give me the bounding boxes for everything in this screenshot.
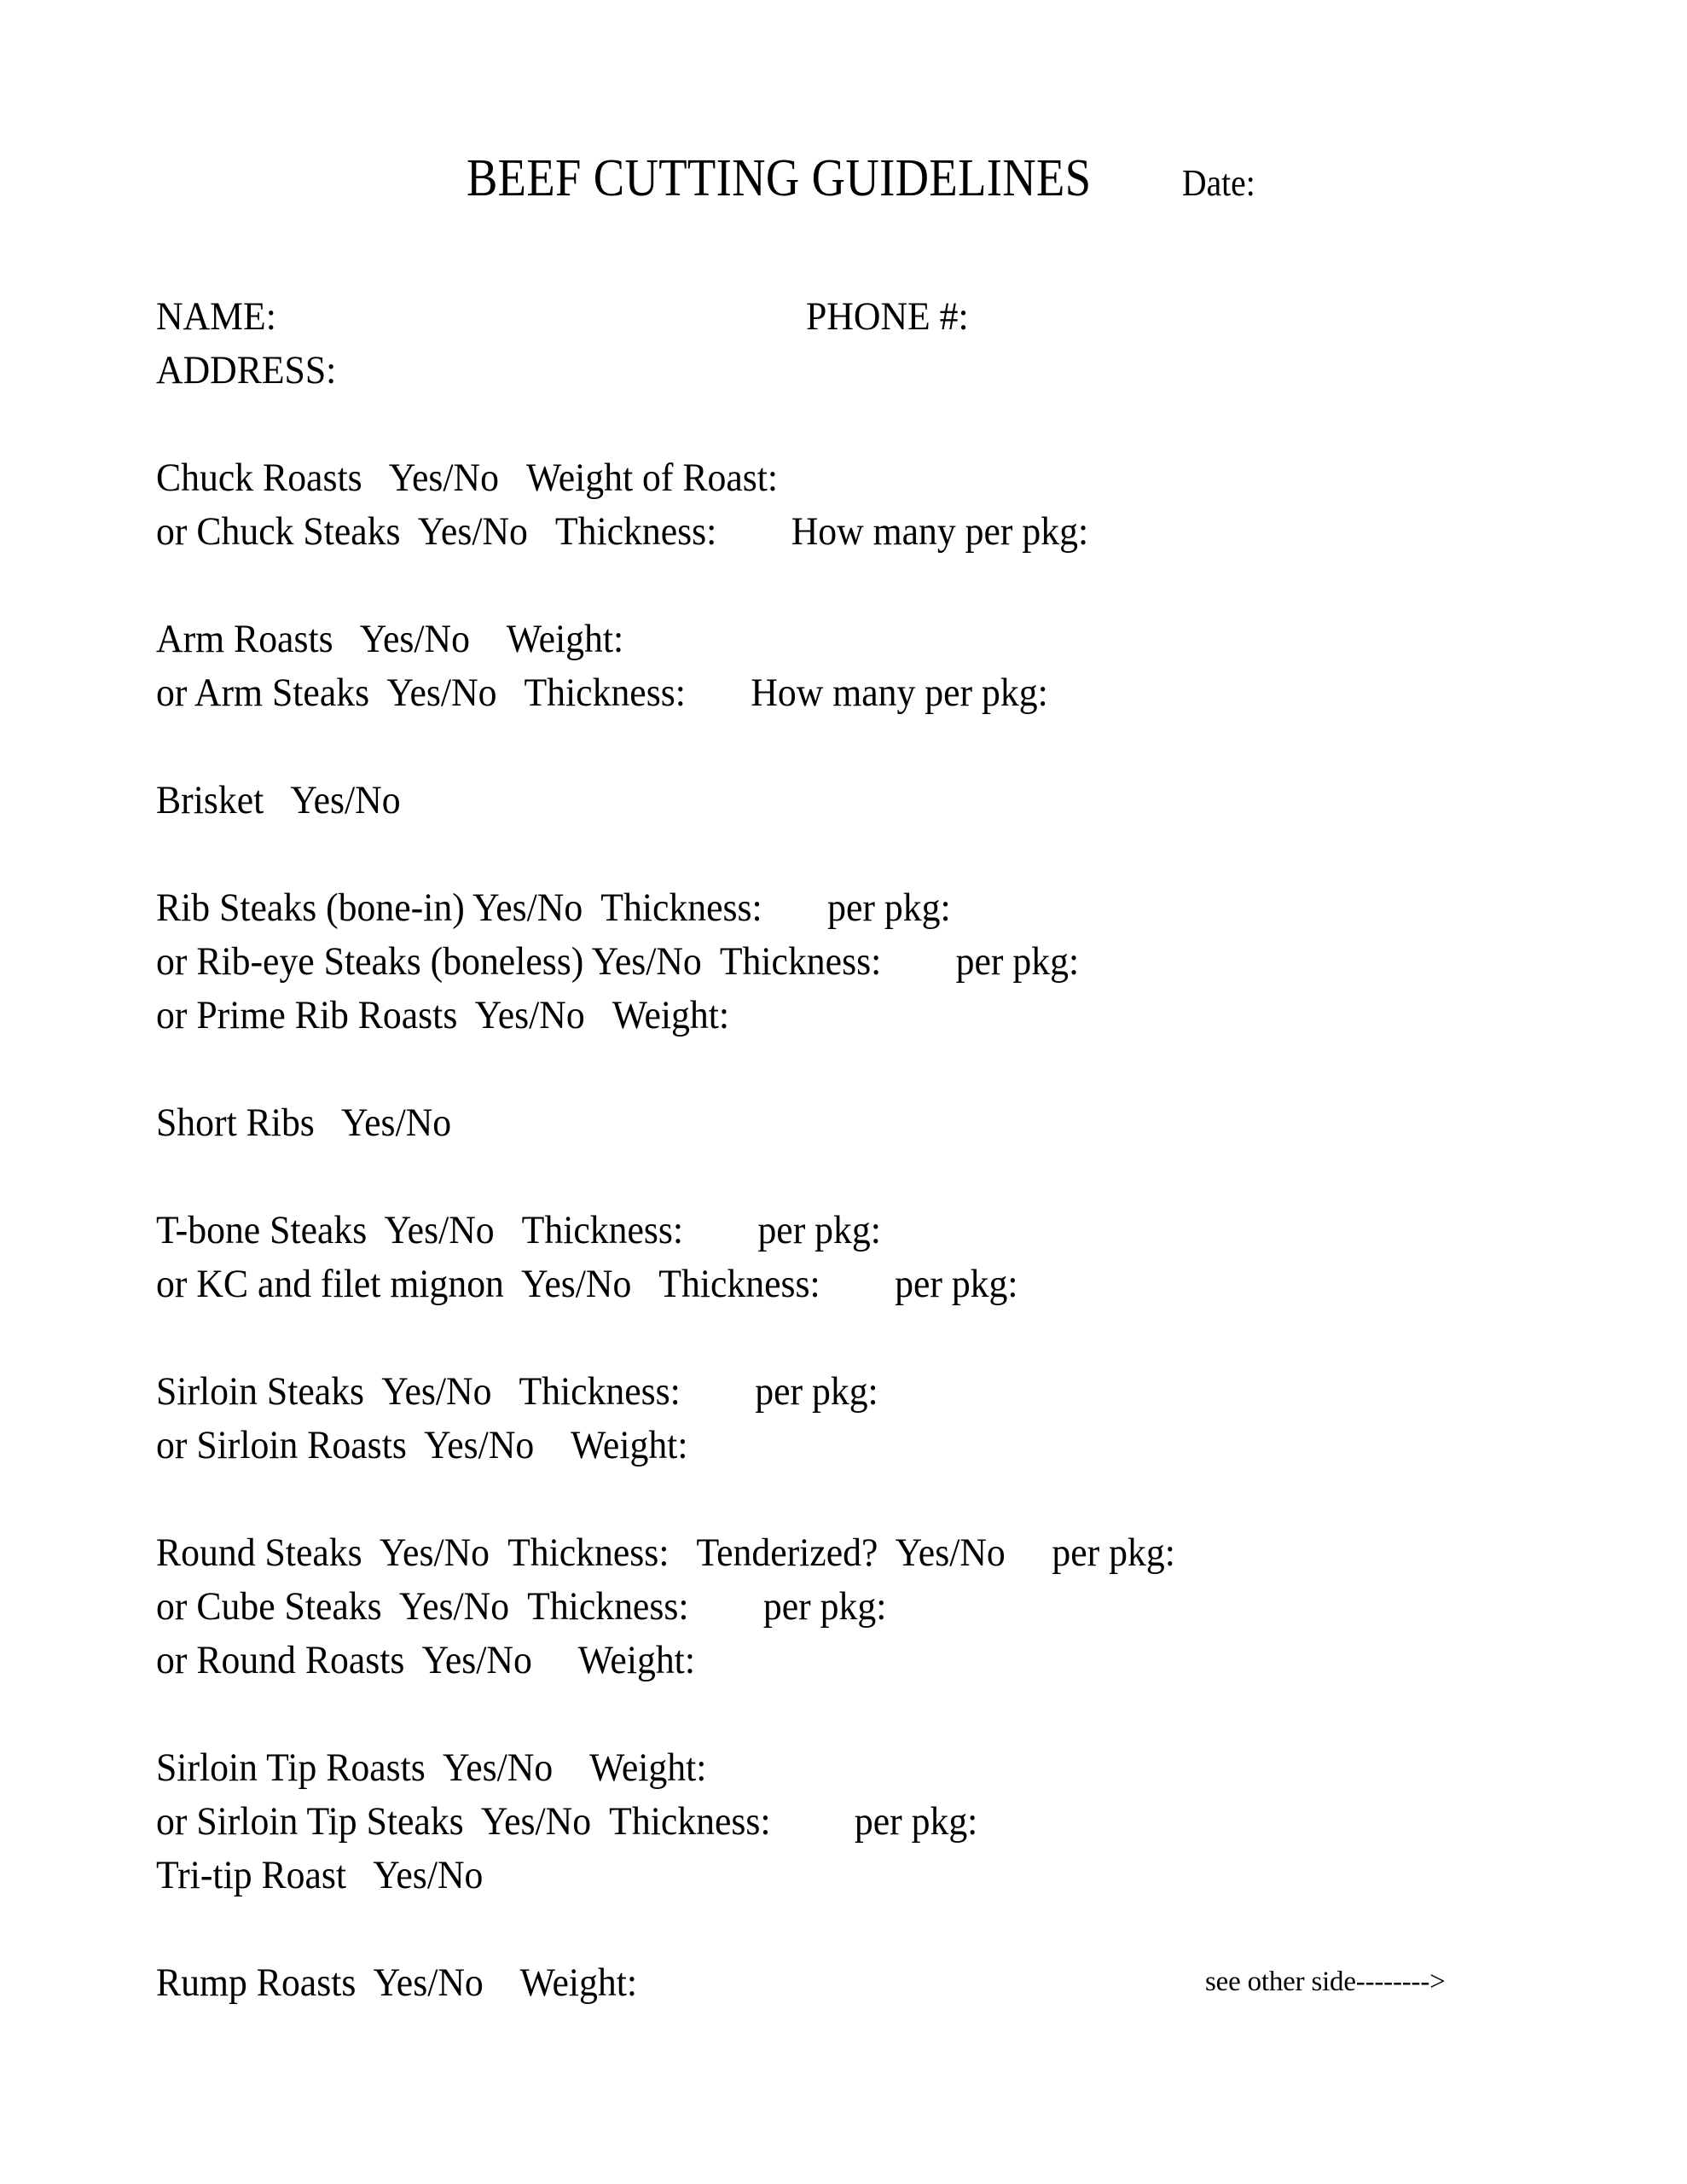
form-line-arm-steaks[interactable]: or Arm Steaks Yes/No Thickness: How many per pkg:	[156, 671, 1048, 715]
form-line-round-roasts[interactable]: or Round Roasts Yes/No Weight:	[156, 1638, 695, 1682]
group-spacer	[156, 398, 1623, 451]
form-line-cube-steaks[interactable]: or Cube Steaks Yes/No Thickness: per pkg:	[156, 1584, 887, 1629]
form-line-chuck-steaks[interactable]: or Chuck Steaks Yes/No Thickness: How many per pkg:	[156, 509, 1089, 554]
see-other-side-note: see other side-------->	[1205, 1966, 1446, 1997]
form-line-sirloin-roasts[interactable]: or Sirloin Roasts Yes/No Weight:	[156, 1423, 688, 1467]
form-line-tri-tip-roast[interactable]: Tri-tip Roast Yes/No	[156, 1853, 484, 1897]
group-spacer	[156, 1902, 1623, 1956]
contact-row-name-phone	[156, 290, 1623, 344]
form-line-rib-steaks[interactable]: Rib Steaks (bone-in) Yes/No Thickness: per pkg:	[156, 886, 951, 930]
page-title: BEEF CUTTING GUIDELINES	[467, 149, 1092, 207]
group-spacer	[156, 1311, 1623, 1365]
group-spacer	[156, 720, 1623, 774]
group-spacer	[156, 1472, 1623, 1526]
phone-field-label[interactable]: PHONE #:	[806, 294, 969, 339]
address-field-label[interactable]: ADDRESS:	[156, 348, 337, 392]
form-line-sirloin-steaks[interactable]: Sirloin Steaks Yes/No Thickness: per pkg:	[156, 1369, 878, 1414]
form-line-rump-roasts-row	[156, 1956, 1623, 2010]
group-spacer	[156, 1043, 1623, 1096]
group-spacer	[156, 1687, 1623, 1741]
form-line-arm-roasts[interactable]: Arm Roasts Yes/No Weight:	[156, 617, 624, 661]
form-line-kc-filet-mignon[interactable]: or KC and filet mignon Yes/No Thickness: per pkg:	[156, 1262, 1018, 1306]
form-line-rump-roasts[interactable]: Rump Roasts Yes/No Weight:	[156, 1960, 637, 2005]
form-line-chuck-roasts[interactable]: Chuck Roasts Yes/No Weight of Roast:	[156, 456, 779, 500]
form-line-round-steaks[interactable]: Round Steaks Yes/No Thickness: Tenderized? Yes/No per pkg:	[156, 1531, 1175, 1575]
form-line-sirloin-tip-roasts[interactable]: Sirloin Tip Roasts Yes/No Weight:	[156, 1745, 707, 1790]
form-line-brisket[interactable]: Brisket Yes/No	[156, 778, 401, 822]
document-header	[0, 149, 1687, 218]
form-line-tbone-steaks[interactable]: T-bone Steaks Yes/No Thickness: per pkg:	[156, 1208, 881, 1252]
form-line-sirloin-tip-steaks[interactable]: or Sirloin Tip Steaks Yes/No Thickness: per pkg:	[156, 1799, 978, 1844]
date-field-label[interactable]: Date:	[1181, 162, 1255, 204]
form-line-prime-rib-roasts[interactable]: or Prime Rib Roasts Yes/No Weight:	[156, 993, 730, 1037]
form-line-short-ribs[interactable]: Short Ribs Yes/No	[156, 1101, 452, 1145]
group-spacer	[156, 559, 1623, 613]
name-field-label[interactable]: NAME:	[156, 294, 276, 339]
group-spacer	[156, 1150, 1623, 1204]
form-line-rib-eye-steaks[interactable]: or Rib-eye Steaks (boneless) Yes/No Thickness: per pkg:	[156, 939, 1080, 984]
group-spacer	[156, 828, 1623, 881]
form-body	[156, 290, 1623, 2010]
